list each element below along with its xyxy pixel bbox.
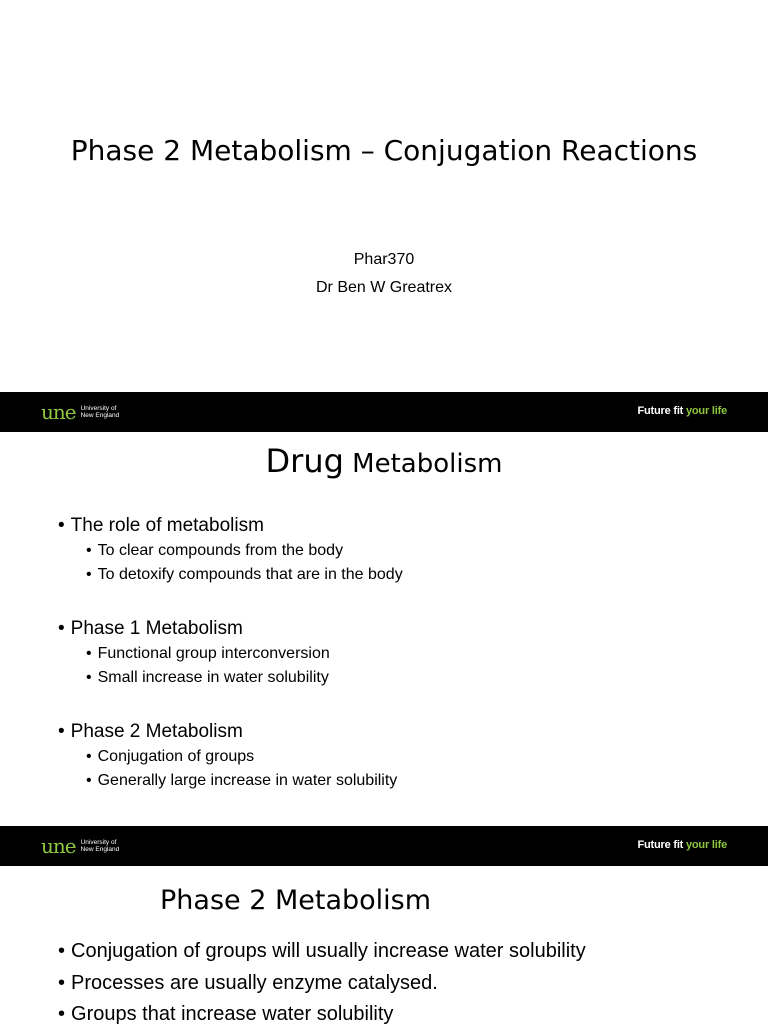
tagline [637,405,727,417]
drug-metabolism-slide [0,432,768,826]
title-slide [0,0,768,392]
une-logo [41,835,119,857]
logo-text [81,405,120,419]
footer-bar [0,826,768,866]
bullet-heading: • The role of metabolism [58,515,264,537]
tagline-main: Future fit [637,405,686,417]
bullet-item: • To detoxify compounds that are in the body [86,566,403,584]
tagline-accent: your life [686,405,727,417]
bullet-heading: • Phase 1 Metabolism [58,618,243,640]
bullet-item: • Functional group interconversion [86,645,330,663]
logo-line-2: New England [80,412,120,419]
bullet-item: • Processes are usually enzyme catalysed. [58,972,438,995]
tagline-main: Future fit [637,839,686,851]
course-code: Phar370 [353,251,415,268]
logo-line-2: New England [80,846,120,853]
bullet-item: • Conjugation of groups will usually increase water solubility [58,940,586,963]
logo-mark: une [41,834,76,858]
logo-text [81,839,120,853]
bullet-heading: • Phase 2 Metabolism [58,721,243,743]
une-logo [41,401,119,423]
slide-title: Phase 2 Metabolism [160,885,432,916]
tagline-accent: your life [686,839,727,851]
bullet-item: • Conjugation of groups [86,748,254,766]
title-big: Drug [265,442,344,480]
bullet-item: • Groups that increase water solubility [58,1003,393,1024]
tagline [637,839,727,851]
phase2-metabolism-slide [0,866,768,1024]
bullet-item: • Generally large increase in water solubility [86,772,397,790]
logo-mark: une [41,400,76,424]
slide-title [0,442,768,480]
author-name: Dr Ben W Greatrex [315,279,453,296]
slide-title: Phase 2 Metabolism – Conjugation Reactions [70,134,698,167]
logo-line-1: University of [80,405,117,412]
bullet-item: • To clear compounds from the body [86,542,343,560]
logo-line-1: University of [80,839,117,846]
bullet-item: • Small increase in water solubility [86,669,329,687]
footer-bar [0,392,768,432]
title-small: Metabolism [343,449,503,479]
